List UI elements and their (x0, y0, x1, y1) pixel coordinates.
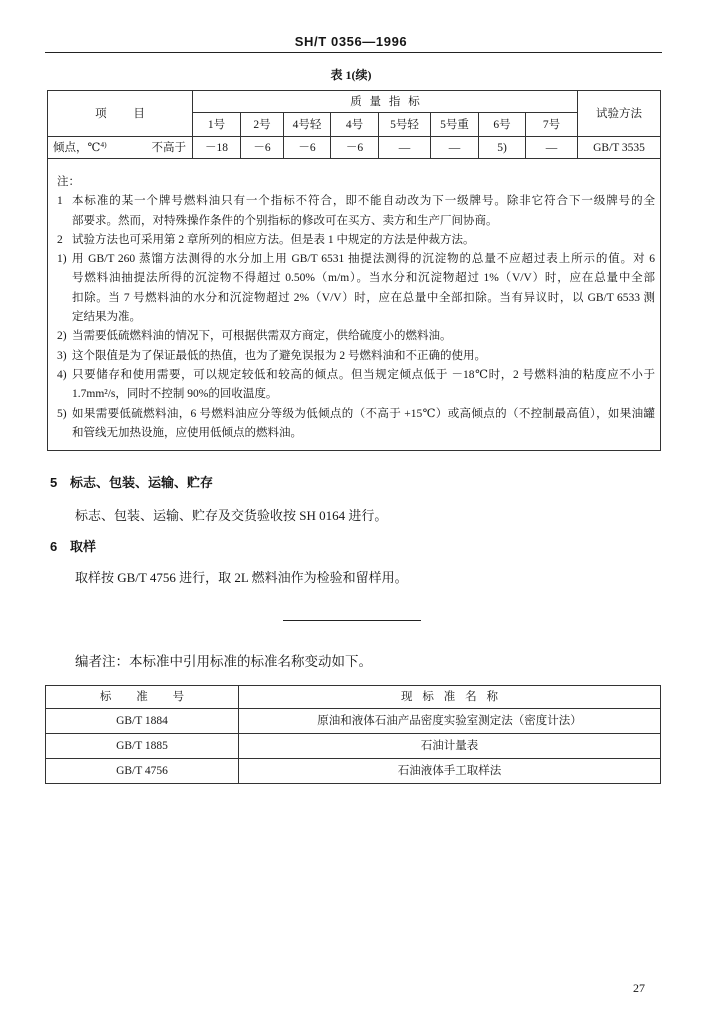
standard-code: GB/T 4756 (46, 759, 239, 784)
note-item (57, 192, 655, 231)
grade-header: 4号轻 (284, 113, 331, 137)
section-number: 5 (50, 475, 58, 490)
footnote-line: 这个限值是为了保证最低的热值，也为了避免误报为 2 号燃料油和不正确的使用。 (72, 349, 486, 362)
header-item-label: 项 目 (95, 107, 157, 120)
section-title: 标志、包装、运输、贮存 (70, 475, 214, 490)
page-number: 27 (633, 981, 645, 995)
footnote-item (57, 347, 655, 366)
footnote-label: 2) (57, 330, 67, 343)
grade-header: 1号 (193, 113, 241, 137)
section-title: 取样 (70, 539, 97, 554)
section-number: 6 (50, 539, 58, 554)
footnote-item (57, 405, 655, 444)
footnote-text (72, 327, 655, 346)
row-value: 5) (479, 137, 526, 159)
grade-header: 7号 (526, 113, 578, 137)
header-method: 试验方法 (578, 91, 661, 137)
standard-code-header: SH/T 0356—1996 (294, 34, 408, 49)
footnote-line: 定结果为准。 (72, 311, 141, 324)
row-value: －6 (284, 137, 331, 159)
row-value: — (431, 137, 479, 159)
footnote-item (57, 327, 655, 346)
section-5-body: 标志、包装、运输、贮存及交货验收按 SH 0164 进行。 (75, 508, 388, 523)
note-line: 部要求。然而，对特殊操作条件的个别指标的修改可在买方、卖方和生产厂间协商。 (72, 214, 498, 227)
row-value: －6 (331, 137, 379, 159)
footnote-text (72, 366, 655, 405)
standard-code: GB/T 1884 (46, 709, 239, 734)
row-item-name: 倾点，℃ (53, 141, 101, 154)
footnote-item (57, 250, 655, 327)
footnote-label: 4) (57, 368, 67, 381)
row-method: GB/T 3535 (578, 137, 661, 159)
footnote-text (72, 347, 655, 366)
row-item-footnote-ref: 4) (100, 139, 107, 149)
notes-heading: 注： (57, 176, 80, 188)
note-line: 本标准的某一个牌号燃料油只有一个指标不符合，即不能自动改为下一级牌号。除非它符合下一级牌号的全 (72, 195, 655, 208)
row-value: — (526, 137, 578, 159)
footnote-text (72, 405, 655, 444)
grade-header: 2号 (241, 113, 284, 137)
footnote-label: 1) (57, 253, 67, 266)
footnote-line: 只要储存和使用需要，可以规定较低和较高的倾点。但当规定倾点低于 －18℃时，2 号燃料油的粘度应不小于 (72, 368, 655, 381)
quality-table (47, 90, 661, 451)
header-quality (193, 91, 578, 113)
footnote-label: 5) (57, 407, 67, 420)
grade-header: 6号 (479, 113, 526, 137)
note-line: 试验方法也可采用第 2 章所列的相应方法。但是表 1 中规定的方法是仲裁方法。 (72, 233, 475, 246)
note-item (57, 231, 655, 250)
table-row (48, 137, 661, 159)
header-quality-label: 质 量 指 标 (350, 95, 423, 108)
header-item (48, 91, 193, 137)
note-text (72, 192, 655, 231)
footnote-label: 3) (57, 349, 67, 362)
header-rule (45, 52, 662, 53)
footnote-line: 如果需要低硫燃料油，6 号燃料油应分等级为低倾点的（不高于 +15℃）或高倾点的（不控制最高值），如果油罐 (72, 407, 655, 420)
standard-name: 石油计量表 (239, 734, 661, 759)
row-item (48, 137, 193, 159)
footnote-line: 和管线无加热设施，应使用低倾点的燃料油。 (72, 426, 302, 439)
table-row (46, 759, 661, 784)
header-standard-code (46, 686, 239, 709)
note-label: 2 (57, 233, 63, 246)
row-value: －18 (193, 137, 241, 159)
header-standard-name-label: 现 标 准 名 称 (401, 691, 502, 703)
end-of-text-rule (283, 620, 421, 621)
footnote-line: 号燃料油抽提法所得的沉淀物不得超过 0.50%（m/m）。当水分和沉淀物超过 1%（V/V）时，应在总量中全部 (72, 272, 655, 285)
standard-code: GB/T 1885 (46, 734, 239, 759)
table-row (46, 734, 661, 759)
table1-caption: 表 1(续) (330, 68, 372, 82)
table1-header-row (48, 91, 661, 113)
standard-name: 石油液体手工取样法 (239, 759, 661, 784)
grade-header: 5号轻 (379, 113, 431, 137)
row-value: — (379, 137, 431, 159)
table-notes (48, 159, 660, 443)
header-standard-code-label: 标 准 号 (99, 691, 196, 703)
section-6-heading (50, 537, 96, 557)
table-row (46, 709, 661, 734)
footnote-line: 用 GB/T 260 蒸馏方法测得的水分加上用 GB/T 6531 抽提法测得的沉淀物的总量不应超过表上所示的值。对 6 (72, 253, 655, 266)
standard-name: 原油和液体石油产品密度实验室测定法（密度计法） (239, 709, 661, 734)
footnote-line: 扣除。当 7 号燃料油的水分和沉淀物超过 2%（V/V）时，应在总量中全部扣除。当有异议时，以 GB/T 6533 测 (72, 291, 655, 304)
section-5-heading (50, 473, 213, 493)
footnote-item (57, 366, 655, 405)
table-notes-cell (48, 159, 661, 451)
table2-header-row (46, 686, 661, 709)
row-item-qualifier: 不高于 (151, 141, 186, 154)
row-value: －6 (241, 137, 284, 159)
editor-note: 编者注：本标准中引用标准的标准名称变动如下。 (75, 654, 372, 669)
section-6-body: 取样按 GB/T 4756 进行，取 2L 燃料油作为检验和留样用。 (75, 570, 408, 585)
table1-notes-row (48, 159, 661, 451)
note-text (72, 231, 655, 250)
referenced-standards-table (45, 685, 661, 784)
footnote-line: 1.7mm²/s，同时不控制 90%的回收温度。 (72, 388, 278, 401)
header-standard-name (239, 686, 661, 709)
footnote-line: 当需要低硫燃料油的情况下，可根据供需双方商定，供给硫度小的燃料油。 (72, 330, 452, 343)
grade-header: 4号 (331, 113, 379, 137)
grade-header: 5号重 (431, 113, 479, 137)
note-label: 1 (57, 195, 63, 208)
row-item-name-wrap (53, 141, 107, 155)
footnote-text (72, 250, 655, 327)
